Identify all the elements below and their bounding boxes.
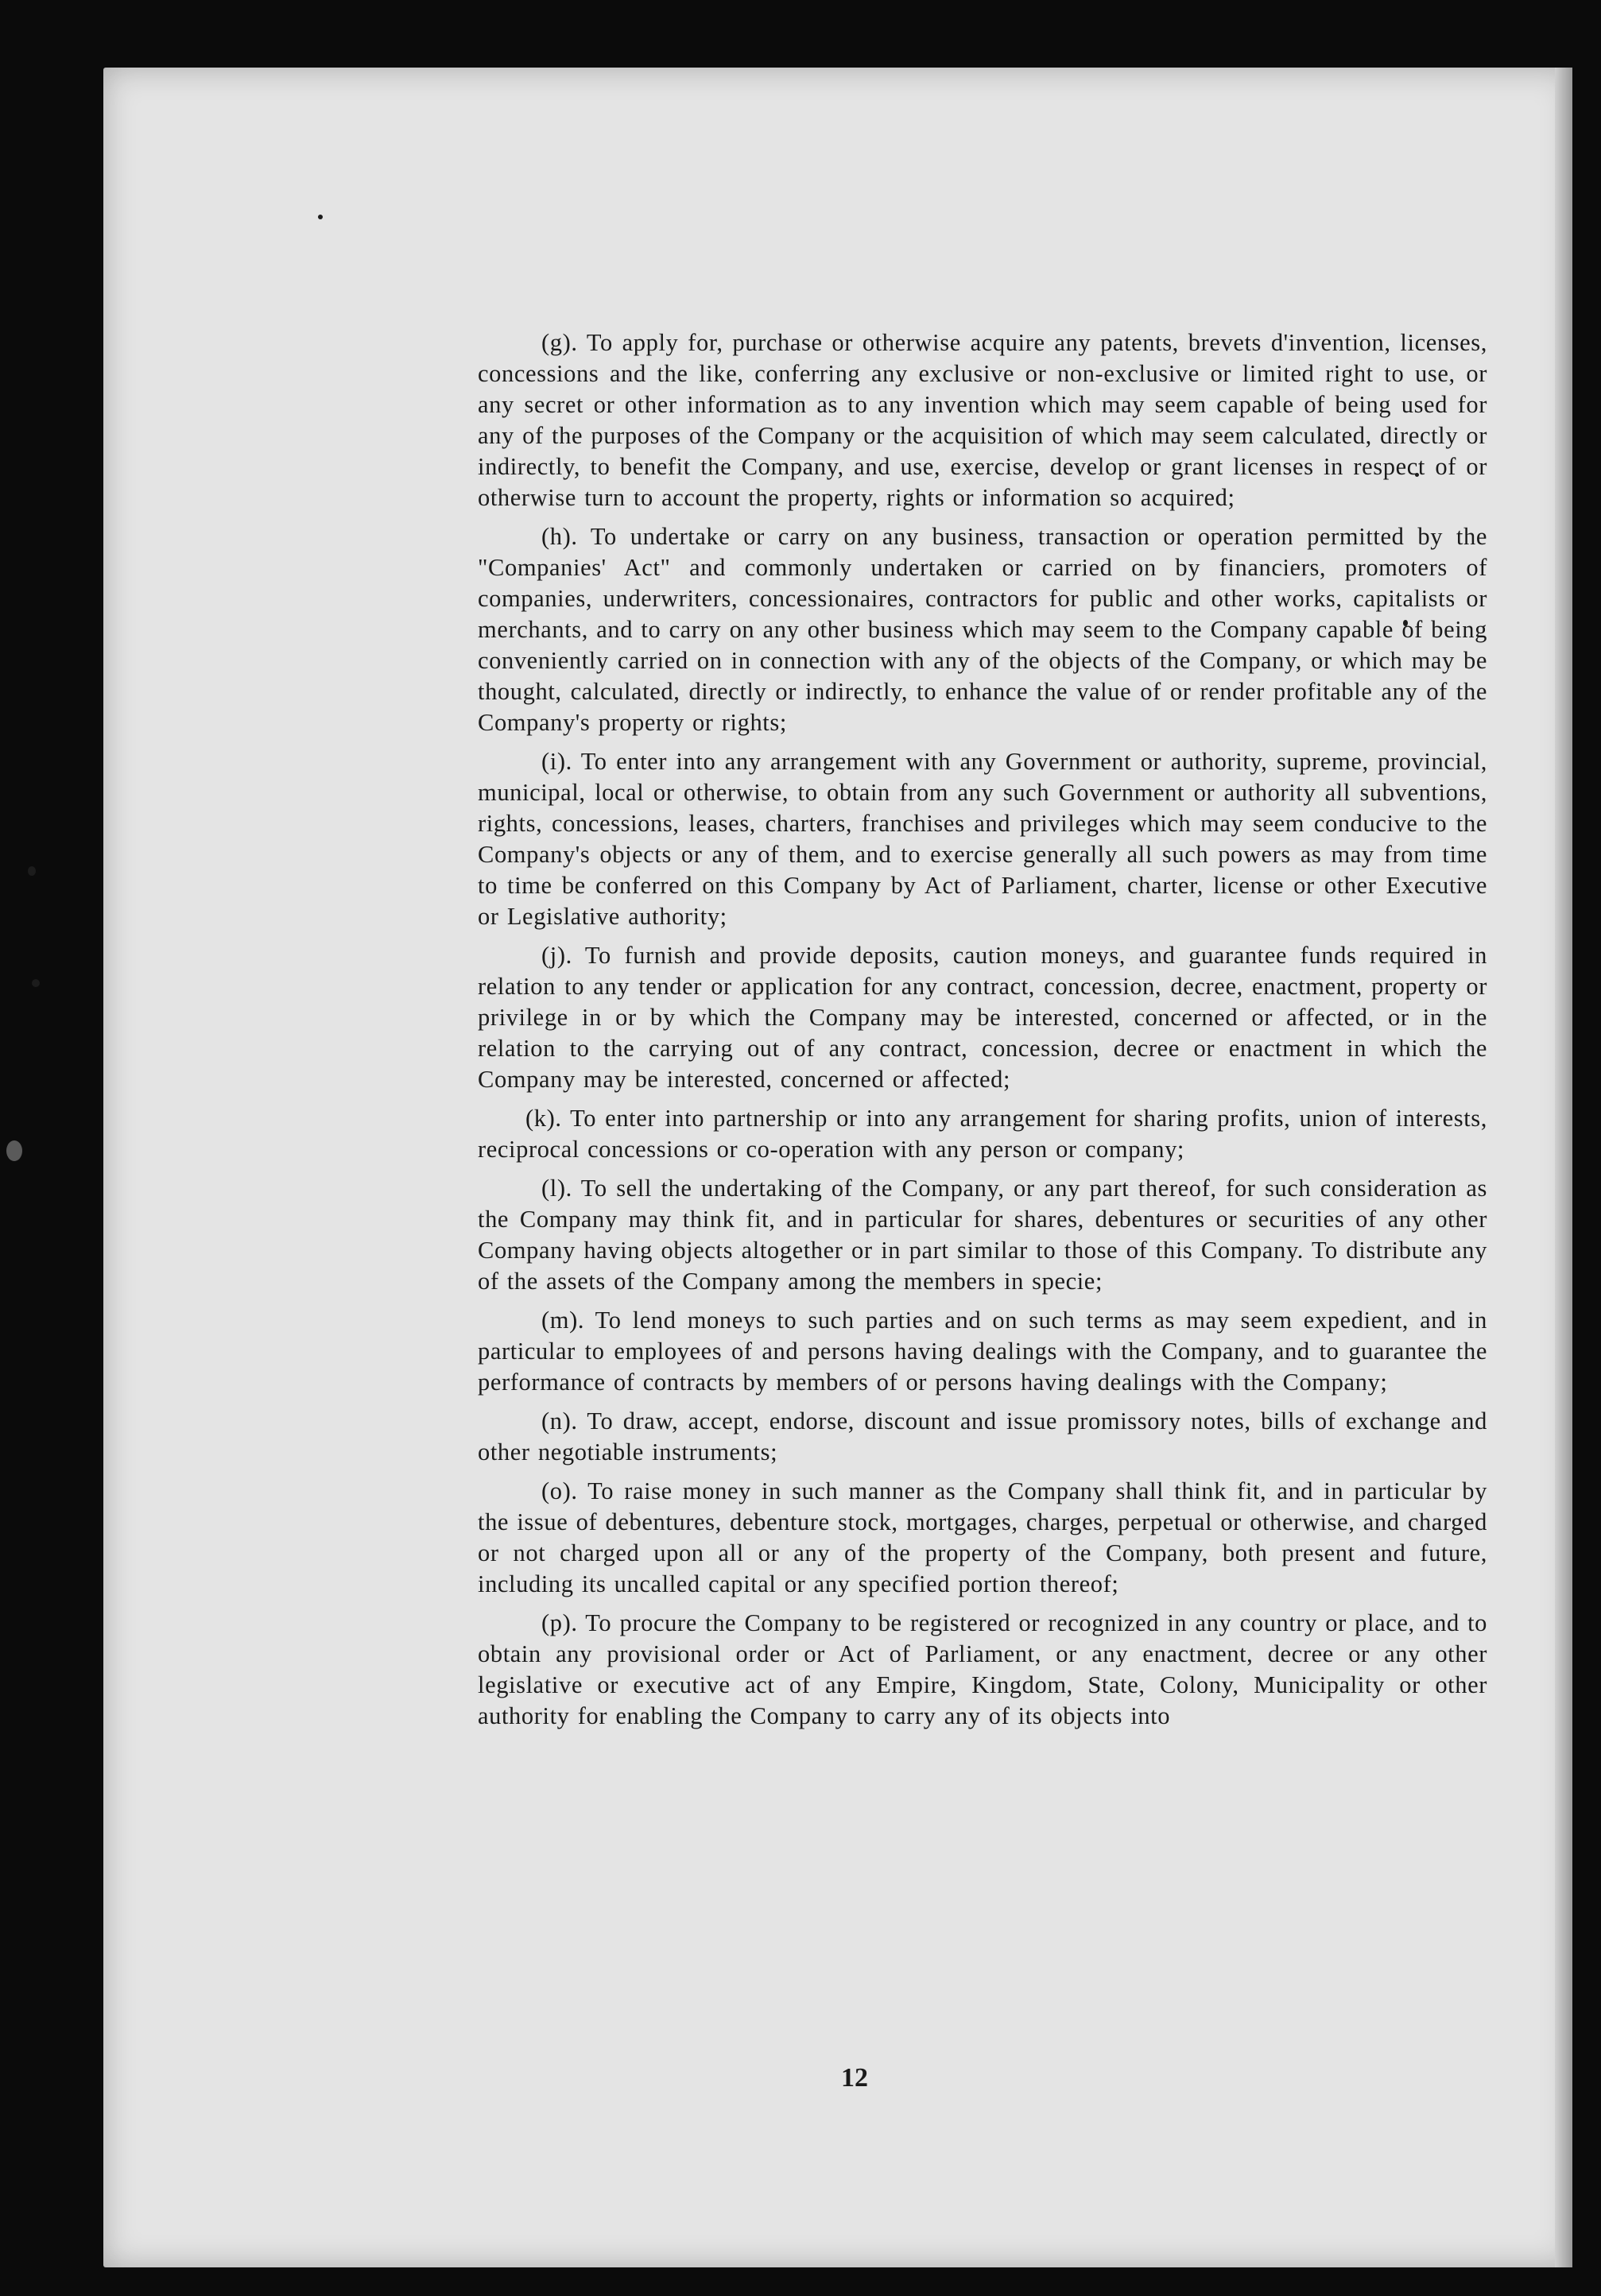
clause-p: (p). To procure the Company to be registered or recognized in any country or place, and to obtain any provisional order or Act of Parliament, or any enactment, decree or any other legislative or executive act of any Empire, Kingdom, State, Colony, Municipality or other authority for enabling the Company to carry any of its objects into <box>478 1609 1487 1729</box>
clause-g: (g). To apply for, purchase or otherwise acquire any patents, brevets d'invention, licenses, concessions and the like, conferring any exclusive or non-exclusive or limited right to use, or any secret or other information as to any invention which may seem capable of being used for any of the purposes of the Company or the acquisition of which may seem calculated, directly or indirectly, to benefit the Company, and use, exercise, develop or grant licenses in respect of or otherwise turn to account the property, rights or information so acquired; <box>478 329 1487 511</box>
document-page <box>103 68 1572 2267</box>
scan-speck <box>28 866 36 876</box>
scan-speck <box>6 1140 22 1161</box>
clause-l: (l). To sell the undertaking of the Company, or any part thereof, for such consideration as the Company may think fit, and in particular for shares, debentures or securities of any other Company having objects altogether or in part similar to those of this Company. To distribute any of the assets of the Company among the members in specie; <box>478 1175 1487 1295</box>
margin-speck <box>318 215 323 219</box>
clause-o: (o). To raise money in such manner as the Company shall think fit, and in particular by the issue of debentures, debenture stock, mortgages, charges, perpetual or otherwise, and charged or not charged upon all or any of the property of the Company, both present and future, including its uncalled capital or any specified portion thereof; <box>478 1477 1487 1597</box>
clause-m: (m). To lend moneys to such parties and on such terms as may seem expedient, and in particular to employees of and persons having dealings with the Company, and to guarantee the performance of contracts by members of or persons having dealings with the Company; <box>478 1307 1487 1396</box>
body-text <box>478 327 1487 1740</box>
clause-n: (n). To draw, accept, endorse, discount and issue promissory notes, bills of exchange and other negotiable instruments; <box>478 1407 1487 1465</box>
scan-speck <box>32 979 40 987</box>
page-number: 12 <box>841 2063 868 2093</box>
clause-h: (h). To undertake or carry on any business, transaction or operation permitted by the "Companies' Act" and commonly undertaken or carried on by financiers, promoters of companies, underwriters, concessionaires, contractors for public and other works, capitalists or merchants, and to carry on any other business which may seem to the Company capable of being conveniently carried on in connection with any of the objects of the Company, or which may be thought, calculated, directly or indirectly, to enhance the value of or render profitable any of the Company's property or rights; <box>478 523 1487 736</box>
clause-i: (i). To enter into any arrangement with any Government or authority, supreme, provincial, municipal, local or otherwise, to obtain from any such Government or authority all subventions, rights, concessions, leases, charters, franchises and privileges which may seem conducive to the Company's objects or any of them, and to exercise generally all such powers as may from time to time be conferred on this Company by Act of Parliament, charter, license or other Executive or Legislative authority; <box>478 748 1487 930</box>
clause-k: (k). To enter into partnership or into any arrangement for sharing profits, union of interests, reciprocal concessions or co-operation with any person or company; <box>478 1105 1487 1163</box>
clause-j: (j). To furnish and provide deposits, caution moneys, and guarantee funds required in relation to any tender or application for any contract, concession, decree, enactment, property or privilege in or by which the Company may be interested, concerned or affected, or in the relation to the carrying out of any contract, concession, decree or enactment in which the Company may be interested, concerned or affected; <box>478 942 1487 1093</box>
